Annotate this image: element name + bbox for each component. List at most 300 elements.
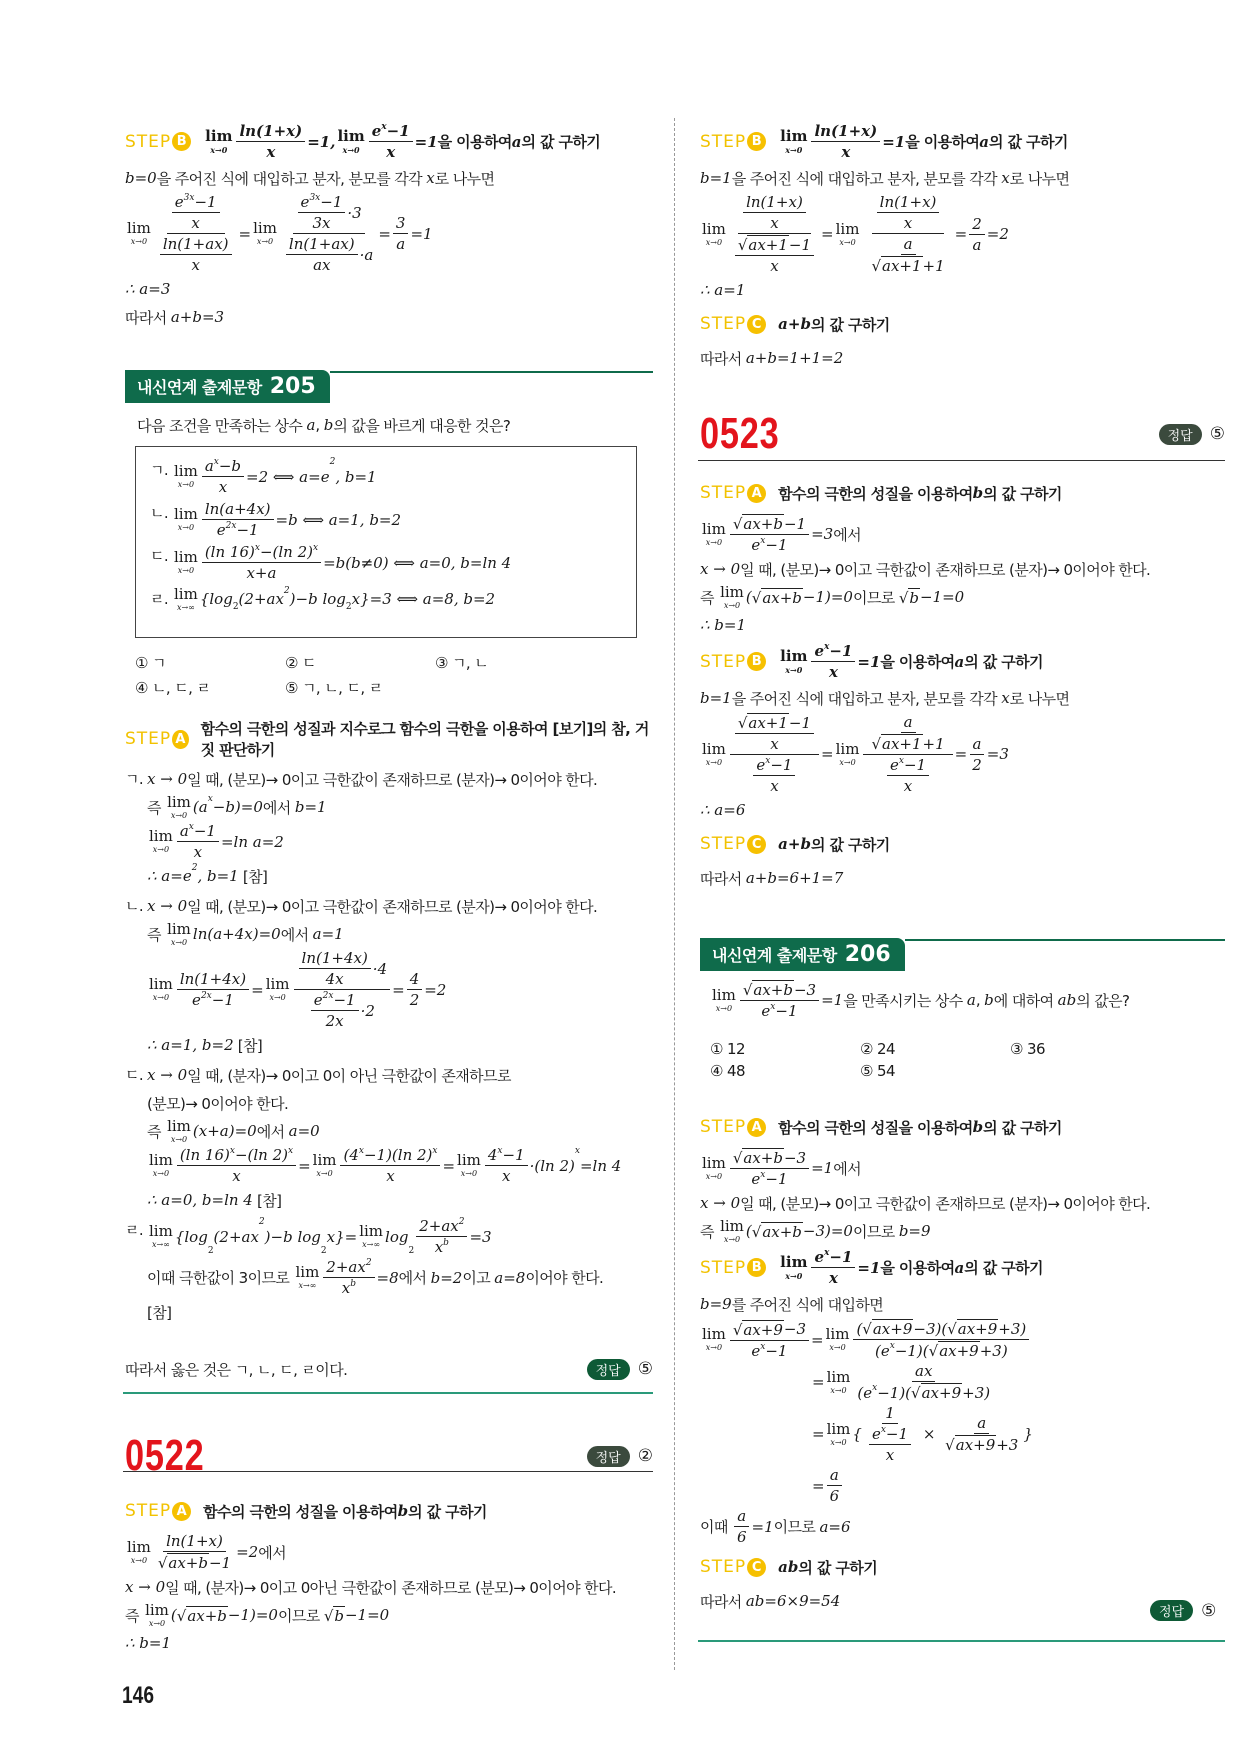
step-heading <box>700 642 1225 681</box>
text: 에 대하여 <box>993 991 1058 1010</box>
radical-sign-icon: √ <box>871 735 881 753</box>
math-expression: −1 <box>320 193 343 211</box>
math-expression: ln(a+4x)=0 <box>192 925 281 943</box>
radicand: b <box>909 588 919 607</box>
denominator <box>868 255 947 275</box>
math-expression: =b(b≠0) ⟺ a=0, b=ln 4 <box>323 553 512 572</box>
math-expression: −3 <box>793 980 817 999</box>
fraction <box>863 713 952 795</box>
math-expression: x → 0 <box>125 1578 166 1596</box>
text-line <box>125 1630 653 1656</box>
denominator <box>883 1445 897 1464</box>
header-rule <box>123 1471 653 1472</box>
numerator <box>863 713 952 755</box>
math-expression: e <box>313 991 323 1009</box>
math-expression: ∴ a=1 <box>700 281 746 299</box>
radical-sign-icon: √ <box>742 981 753 999</box>
lim-word: lim <box>174 548 198 566</box>
denominator <box>243 563 279 582</box>
radical-sign-icon: √ <box>732 1149 743 1167</box>
answer-0522 <box>587 1446 653 1467</box>
lim-subscript: x→0 <box>256 237 274 246</box>
math-expression: x <box>232 1167 241 1185</box>
math-expression: x <box>770 777 779 795</box>
math-expression: +3) <box>998 1319 1027 1338</box>
superscript: x <box>497 1146 503 1156</box>
radical-sign-icon: √ <box>871 257 881 275</box>
math-expression: −1 <box>885 1425 909 1443</box>
math-expression: 4 <box>409 970 420 988</box>
math-expression: −1 <box>236 521 259 539</box>
text: 에서 <box>258 1543 286 1562</box>
lim-word: lim <box>265 975 290 993</box>
denominator <box>734 1527 750 1546</box>
superscript: x <box>188 822 194 832</box>
denominator <box>310 255 333 274</box>
lim-subscript: x→0 <box>705 1171 723 1181</box>
text-line <box>147 766 653 792</box>
step-title <box>778 314 889 335</box>
banner-box <box>125 370 330 403</box>
subscript: 2 <box>207 1246 214 1256</box>
text-line <box>147 1032 653 1058</box>
superscript: b <box>350 1279 357 1289</box>
lim-subscript: x→0 <box>152 1169 170 1178</box>
numerator <box>869 1425 911 1445</box>
math-expression: x <box>386 1167 395 1185</box>
item-label: ㄴ. <box>150 504 169 522</box>
text: 를 주어진 식에 대입하면 <box>731 1295 884 1314</box>
numerator <box>298 193 346 213</box>
numerator <box>730 514 809 535</box>
text: 따라서 옳은 것은 ㄱ, ㄴ, ㄷ, ㄹ이다. <box>125 1360 348 1379</box>
numerator <box>369 122 413 142</box>
lim-subscript: x→0 <box>785 145 803 155</box>
math-expression: ∴ a=e <box>147 867 192 885</box>
text: 일 때, (분모)→ 0이고 극한값이 존재하므로 (분자)→ 0이어야 한다. <box>740 1194 1151 1213</box>
text: 을 주어진 식에 대입하고 분자, 분모를 각각 <box>731 169 1002 188</box>
math-expression: =3 <box>469 1227 492 1246</box>
math-expression: b=1 <box>700 169 732 187</box>
denominator <box>393 234 408 253</box>
math-expression: = <box>821 225 834 243</box>
text: 함수의 극한의 성질과 지수로그 함수의 극한을 이용하여 [보기]의 참, 거짓 판단하기 <box>200 720 649 759</box>
limit-operator <box>149 1224 173 1249</box>
text: 의 값 구하기 <box>810 315 890 334</box>
step-title <box>203 122 600 161</box>
text: 이므로 <box>852 1222 899 1241</box>
item-label: ㄱ. <box>150 461 169 479</box>
fraction <box>734 1507 750 1546</box>
math-expression: =1 <box>857 652 881 671</box>
math-expression: e <box>761 1002 771 1020</box>
math-expression: 4x <box>325 970 344 988</box>
numerator <box>202 500 274 520</box>
denominator <box>191 842 205 861</box>
math-expression: x → 0 <box>147 770 188 788</box>
numerator <box>901 235 916 255</box>
math-expression: × <box>918 1425 941 1443</box>
math-expression: =2 ⟺ a=e <box>246 467 330 486</box>
answer-206-badge-row <box>1150 1600 1216 1621</box>
math-expression: b <box>972 484 984 502</box>
text: 의 값은? <box>1076 991 1130 1010</box>
problem-number: 0522 <box>125 1431 205 1480</box>
superscript: x <box>287 1146 294 1156</box>
superscript: x <box>889 1341 895 1351</box>
lim-word: lim <box>825 1325 850 1343</box>
lim-subscript: x→0 <box>148 1618 166 1628</box>
math-expression: b=1 <box>294 798 327 816</box>
lim-word: lim <box>780 647 808 665</box>
text-line <box>700 556 1225 582</box>
math-expression: ∴ a=3 <box>125 280 171 298</box>
lim-word: lim <box>702 519 726 538</box>
lim-word: lim <box>149 975 173 993</box>
fraction <box>407 970 423 1009</box>
denominator <box>748 755 800 795</box>
limit-operator <box>149 829 173 854</box>
step-heading <box>125 718 653 760</box>
text-line <box>125 1602 653 1628</box>
radical-sign-icon: √ <box>751 588 762 607</box>
lim-word: lim <box>457 1151 481 1169</box>
math-expression: {log <box>199 590 233 608</box>
math-expression: −1)=0 <box>802 588 853 606</box>
math-expression: −1)=0 <box>227 1606 278 1624</box>
math-expression: a+b <box>778 835 811 853</box>
labeled-item <box>150 498 622 541</box>
lim-subscript: x→0 <box>177 523 195 532</box>
superscript: x <box>358 1146 364 1156</box>
limit-operator <box>720 582 744 610</box>
item-label: ㄹ. <box>125 1221 144 1239</box>
section-divider <box>123 1392 653 1394</box>
answer-choice: ② 24 <box>860 1040 895 1058</box>
fraction <box>172 193 220 232</box>
superscript: x <box>254 543 260 553</box>
radicand: ax+9 <box>872 1320 913 1338</box>
math-expression: =2 <box>236 1543 259 1561</box>
square-root <box>177 1606 228 1625</box>
math-expression: b <box>972 1118 984 1136</box>
text-line <box>700 165 1225 191</box>
math-expression: ·4 <box>372 959 388 978</box>
radical-sign-icon: √ <box>323 1606 334 1625</box>
numerator <box>974 1414 989 1434</box>
lim-word: lim <box>253 219 277 237</box>
denominator <box>188 255 202 274</box>
text-line <box>700 1507 1225 1546</box>
math-expression: +1 <box>922 256 945 275</box>
banner-205 <box>125 370 653 403</box>
radicand: ax+b <box>762 1222 802 1241</box>
step-title <box>778 834 889 855</box>
text: 이때 극한값이 3이므로 <box>147 1269 294 1287</box>
text: 즉 <box>125 1606 144 1625</box>
labeled-item <box>125 891 653 1060</box>
text-line <box>700 193 1225 275</box>
denominator <box>188 213 202 232</box>
math-expression: ·2 <box>360 1001 375 1020</box>
math-expression: −b)=0 <box>212 798 263 816</box>
math-expression: ab=6×9=54 <box>745 1592 841 1610</box>
fraction <box>730 514 809 554</box>
math-expression: −1 <box>333 991 356 1009</box>
superscript: x <box>898 756 904 766</box>
lim-word: lim <box>295 1263 320 1281</box>
step-title <box>778 122 1068 161</box>
fraction <box>735 235 814 275</box>
numerator <box>202 457 244 477</box>
lim-subscript: x→0 <box>705 1343 723 1352</box>
math-expression: =1 <box>857 1258 881 1277</box>
fraction <box>730 1148 809 1188</box>
math-expression: e <box>871 1425 881 1443</box>
lim-word: lim <box>149 1151 173 1169</box>
math-expression: a <box>903 713 913 731</box>
banner-line <box>330 371 653 373</box>
superscript: 2x <box>200 991 212 1001</box>
math-expression: log <box>385 1227 409 1246</box>
math-expression: ·(ln 2) <box>529 1156 575 1175</box>
text: 이때 <box>700 1518 732 1536</box>
answer-choice: ① 12 <box>710 1040 745 1058</box>
q0521-continued <box>700 118 1225 373</box>
answer-badge: 정답 <box>1159 424 1202 445</box>
math-expression: −(ln 2) <box>234 1146 288 1164</box>
denominator <box>969 755 985 774</box>
limit-operator <box>826 1419 851 1447</box>
text: [참] <box>252 1191 282 1210</box>
step-heading <box>125 1494 653 1528</box>
fraction <box>887 756 929 795</box>
denominator <box>767 776 781 795</box>
numerator <box>286 235 358 255</box>
limit-operator <box>702 519 726 547</box>
math-expression: −1=0 <box>919 588 965 606</box>
text-line <box>125 276 653 302</box>
fraction <box>299 949 371 988</box>
square-root <box>733 1320 784 1339</box>
math-expression: e <box>751 1341 761 1360</box>
step-letter-badge: A <box>172 1502 191 1521</box>
math-expression: a <box>977 1414 987 1432</box>
math-expression: a=0 <box>288 1122 320 1140</box>
denominator <box>229 1166 243 1185</box>
text: 을 만족시키는 상수 <box>843 991 967 1010</box>
answer-choice: ④ ㄴ, ㄷ, ㄹ <box>135 679 211 697</box>
denominator <box>730 234 819 275</box>
numerator <box>912 1362 935 1382</box>
math-expression: b=0 <box>125 169 157 187</box>
math-expression: a=1 <box>312 925 344 943</box>
fraction <box>730 1320 809 1360</box>
superscript: 3x <box>183 193 195 203</box>
lim-subscript: x→∞ <box>362 1240 381 1249</box>
math-expression: x <box>885 1446 895 1464</box>
superscript: x <box>824 642 830 652</box>
numerator <box>167 193 225 234</box>
limit-operator <box>295 1265 319 1290</box>
math-expression: ( <box>170 1606 177 1624</box>
step-heading <box>700 1248 1225 1287</box>
math-expression: ln(1+x) <box>746 193 803 211</box>
text: 즉 <box>700 1222 719 1241</box>
math-expression: = <box>442 1156 456 1175</box>
text-line <box>147 822 653 861</box>
square-root <box>733 514 784 533</box>
answer-205 <box>587 1359 653 1380</box>
numerator <box>160 235 232 255</box>
fraction <box>160 235 232 274</box>
numerator <box>738 193 811 234</box>
text-line <box>147 949 653 1030</box>
math-expression: x <box>770 257 779 275</box>
denominator <box>339 1278 359 1297</box>
lim-subscript: x→0 <box>170 937 188 947</box>
math-expression: ( <box>745 588 752 606</box>
fraction <box>202 500 274 539</box>
limit-operator <box>174 550 198 575</box>
lim-word: lim <box>780 127 808 145</box>
text: 에서 <box>262 798 295 817</box>
math-expression: e <box>371 122 382 140</box>
text-line <box>700 1319 1225 1360</box>
lim-word: lim <box>127 219 151 237</box>
step-letter-badge: C <box>747 835 766 854</box>
text: 함수의 극한의 성질을 이용하여 <box>778 1118 973 1137</box>
step-heading <box>700 1110 1225 1144</box>
radical-sign-icon: √ <box>945 1436 955 1454</box>
numerator <box>877 193 940 213</box>
lim-word: lim <box>167 919 191 938</box>
fraction <box>294 949 391 1030</box>
section-divider <box>698 1640 1225 1642</box>
lim-word: lim <box>835 219 860 238</box>
text-line <box>147 1217 653 1256</box>
square-root <box>158 1553 209 1572</box>
text: 이어야 한다. <box>525 1269 604 1287</box>
text-line <box>700 1218 1225 1244</box>
math-expression: a <box>829 1466 839 1484</box>
item-body <box>172 498 622 541</box>
step-letter-badge: A <box>747 1118 766 1137</box>
math-expression: x <box>191 214 200 232</box>
limit-operator <box>149 977 173 1002</box>
numerator <box>811 1248 855 1268</box>
lim-word: lim <box>167 792 191 811</box>
math-expression: =1 <box>751 1517 774 1536</box>
math-expression: ∴ a=6 <box>700 801 746 819</box>
text: 을 이용하여 <box>905 133 980 151</box>
math-expression: a <box>306 416 316 434</box>
header-0523 <box>700 408 1225 460</box>
lim-subscript: x→0 <box>170 810 188 820</box>
limit-operator <box>780 129 807 154</box>
fraction <box>827 1466 843 1505</box>
text: 의 값 구하기 <box>983 1118 1062 1137</box>
fraction <box>177 1146 296 1185</box>
square-root <box>947 1319 998 1338</box>
numerator <box>811 122 880 142</box>
subscript: 2 <box>408 1246 415 1256</box>
answer-choice: ③ ㄱ, ㄴ <box>435 654 489 672</box>
math-expression: 2+ax <box>326 1258 366 1276</box>
text: [참] <box>233 1036 263 1055</box>
limit-operator <box>702 1327 726 1352</box>
math-expression: = <box>954 225 968 243</box>
math-expression: (x+a)=0 <box>192 1122 257 1140</box>
denominator <box>826 1268 841 1287</box>
labeled-item <box>125 1060 653 1215</box>
radical-sign-icon: √ <box>751 1222 762 1241</box>
math-expression: (2+ax <box>213 1227 259 1246</box>
text: 로 나누면 <box>1009 169 1070 188</box>
lim-subscript: x→0 <box>269 993 286 1002</box>
lim-word: lim <box>702 219 726 238</box>
math-expression: −1 <box>194 193 217 211</box>
radical-sign-icon: √ <box>862 1320 872 1338</box>
lim-subscript: x→0 <box>342 145 360 155</box>
denominator <box>863 234 952 275</box>
fraction <box>969 215 985 254</box>
limit-operator <box>167 1116 191 1144</box>
text-line <box>125 165 653 191</box>
column-divider <box>674 118 675 1670</box>
math-expression: −1 <box>788 713 812 732</box>
text: 을 주어진 식에 대입하고 분자, 분모를 각각 <box>156 169 427 188</box>
math-expression: =1 <box>821 991 844 1009</box>
solution-0523 <box>700 472 1225 893</box>
equation-continuation <box>700 1404 1225 1464</box>
superscript: x <box>574 1146 580 1156</box>
item-body <box>172 584 622 614</box>
labeled-item <box>150 455 622 498</box>
math-expression: x <box>828 663 838 681</box>
numerator <box>743 193 806 213</box>
math-expression: x <box>341 1279 351 1297</box>
math-expression: , b=1 <box>197 867 239 885</box>
text: 에서 <box>833 1159 861 1178</box>
denominator <box>155 234 237 274</box>
text-line <box>125 1356 347 1382</box>
math-expression: 6 <box>829 1487 840 1505</box>
text: 의 값 구하기 <box>983 484 1062 503</box>
lim-word: lim <box>174 505 198 523</box>
math-expression: a <box>903 235 913 253</box>
math-expression: a <box>954 1258 965 1277</box>
lim-subscript: x→0 <box>177 566 195 575</box>
math-expression: 3x <box>312 214 331 232</box>
math-expression: x <box>828 1269 838 1287</box>
numerator <box>294 949 391 990</box>
radical-sign-icon: √ <box>928 1342 939 1360</box>
step-letter-badge: B <box>172 132 191 151</box>
fraction <box>416 1217 467 1256</box>
radical-sign-icon: √ <box>898 588 909 607</box>
text-line <box>147 1062 653 1088</box>
text-line <box>700 612 1225 638</box>
denominator <box>214 520 262 539</box>
lim-word: lim <box>712 985 736 1004</box>
denominator <box>263 142 278 161</box>
answer-badge: 정답 <box>1150 1600 1193 1621</box>
step-label: STEP <box>700 834 747 854</box>
math-expression: a=6 <box>819 1517 851 1536</box>
text: 즉 <box>147 925 166 944</box>
fraction <box>177 970 249 1009</box>
